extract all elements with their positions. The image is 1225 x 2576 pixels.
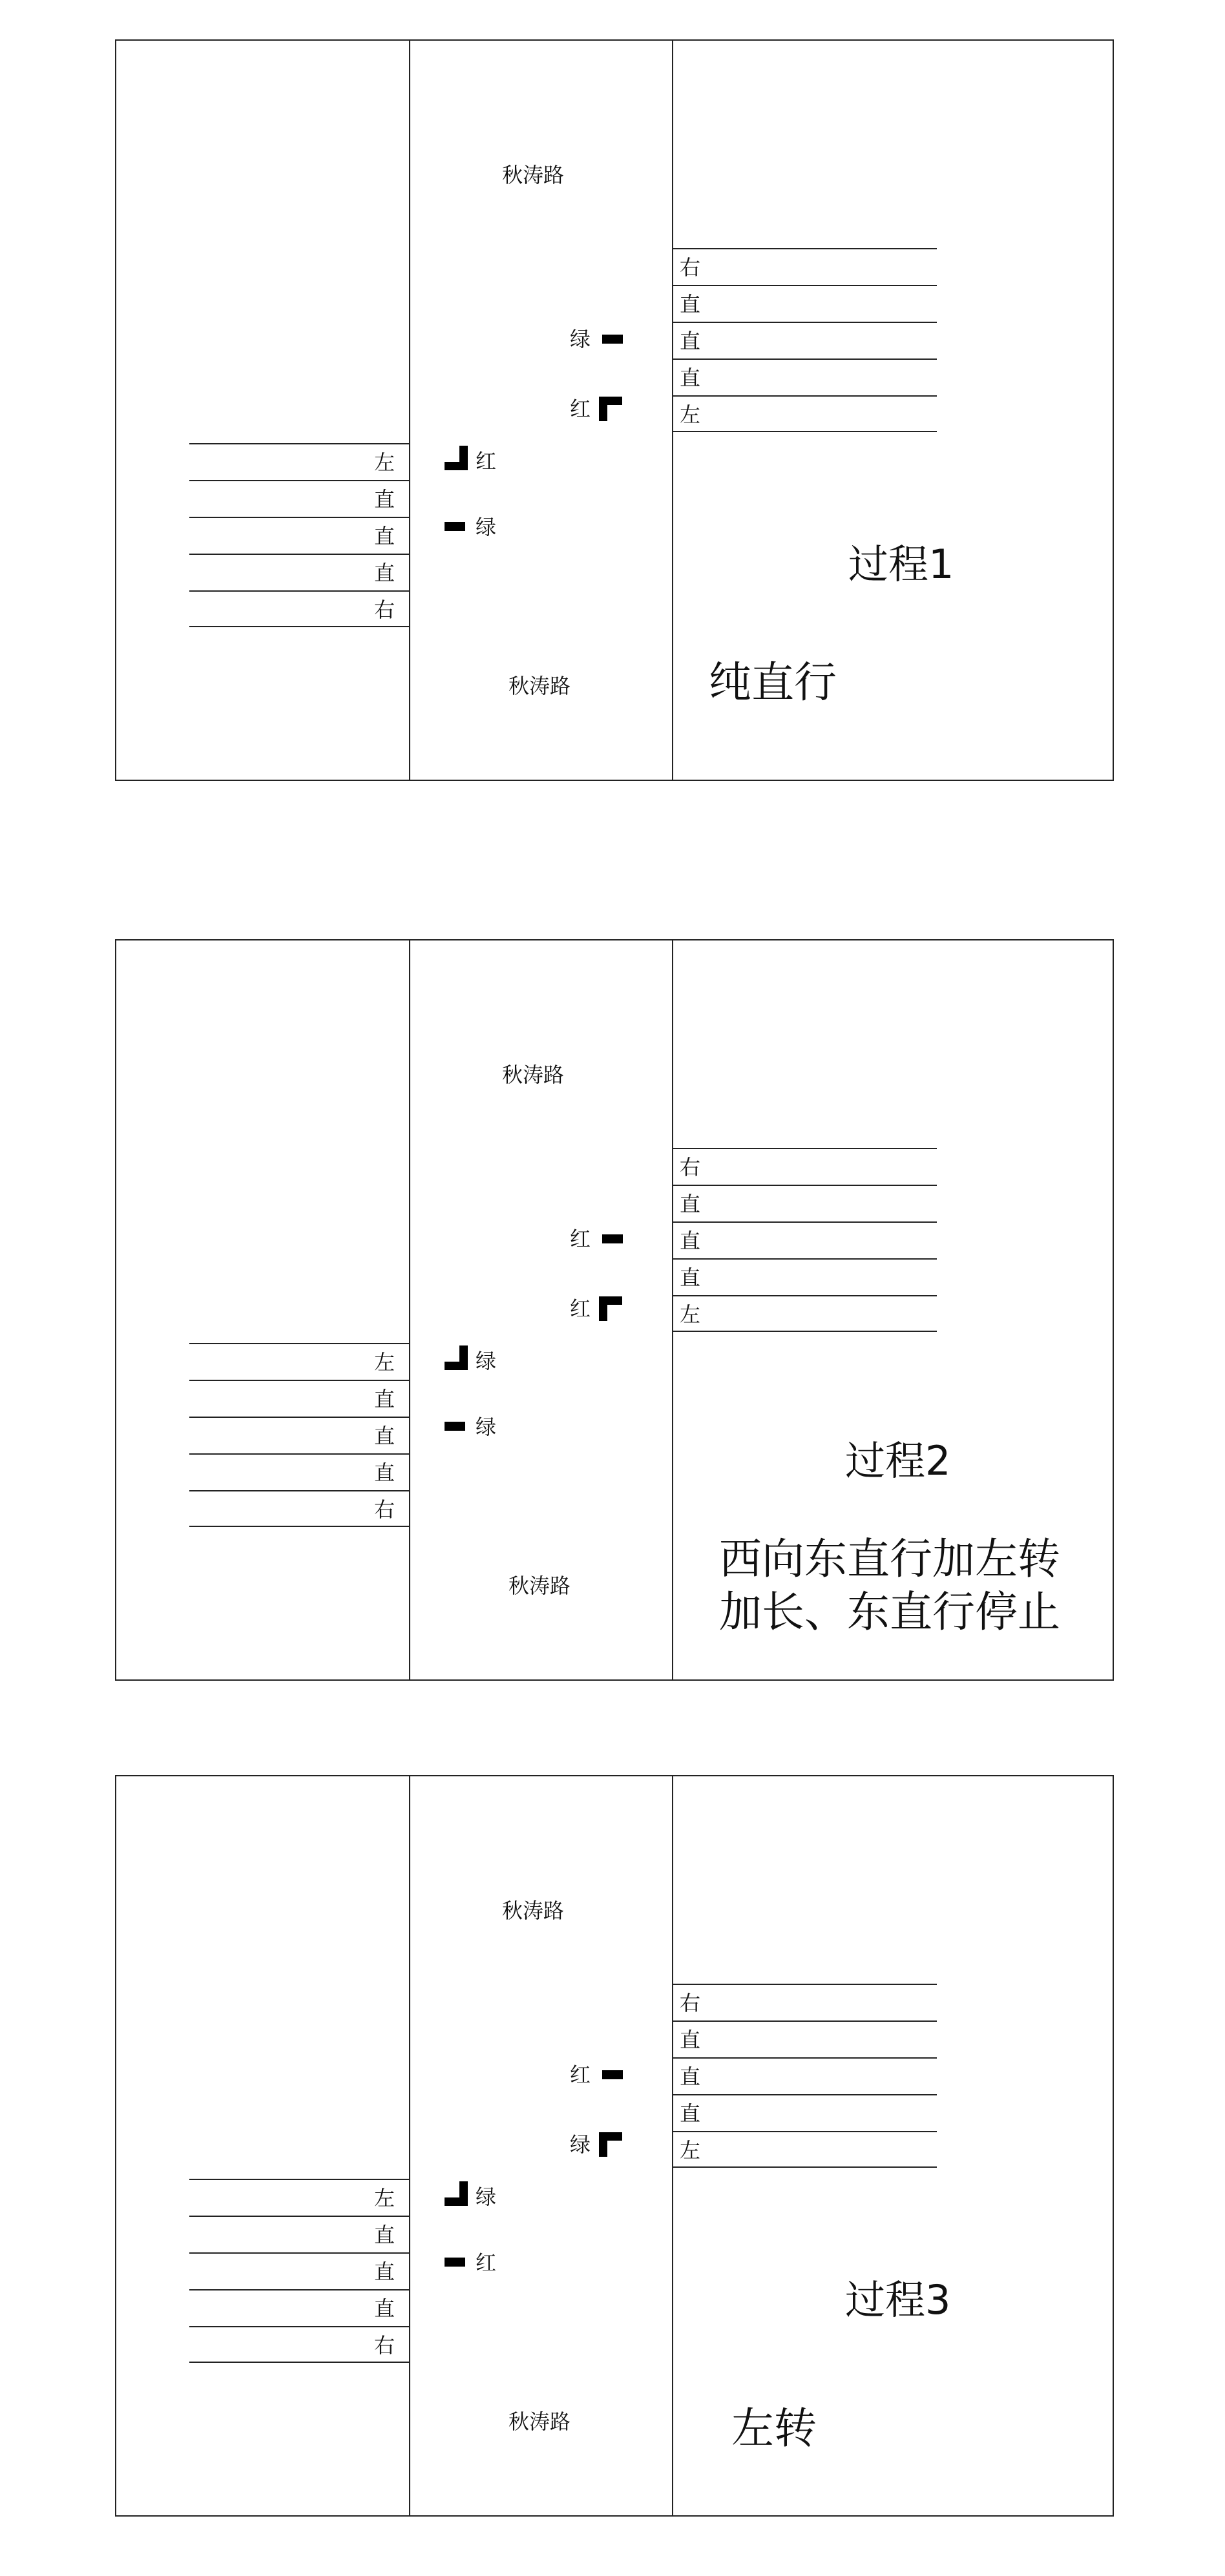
- lane-west-5: 右: [189, 590, 410, 627]
- signal-label-upper-straight: 绿: [570, 327, 591, 351]
- lane-west-4: 直: [189, 554, 410, 590]
- road-name-bottom: 秋涛路: [508, 1574, 571, 1598]
- signal-label-lower-straight: 绿: [476, 1415, 497, 1439]
- process-title: 过程3: [845, 2276, 951, 2323]
- signal-label-lower-left: 绿: [476, 1349, 497, 1373]
- lane-west-2: 直: [189, 480, 410, 517]
- lane-west-3: 直: [189, 2252, 410, 2289]
- road-name-bottom: 秋涛路: [508, 2409, 571, 2434]
- lane-east-5: 左: [672, 2131, 937, 2168]
- lane-east-2: 直: [672, 285, 937, 322]
- left-turn-signal-icon: [599, 1296, 622, 1321]
- lane-east-1: 右: [672, 1148, 937, 1185]
- process-title: 过程1: [848, 541, 954, 588]
- straight-signal-icon: [602, 335, 623, 344]
- lane-east-1: 右: [672, 248, 937, 285]
- signal-label-upper-left: 红: [570, 397, 591, 421]
- left-turn-signal-icon: [599, 397, 622, 421]
- process-description-line-1: 纯直行: [709, 658, 837, 707]
- lane-east-3: 直: [672, 322, 937, 358]
- lane-west-3: 直: [189, 517, 410, 554]
- lane-east-4: 直: [672, 2094, 937, 2131]
- straight-signal-icon: [445, 2258, 465, 2267]
- road-west-edge: [409, 1776, 410, 2515]
- signal-label-lower-left: 绿: [476, 2185, 497, 2209]
- lane-west-1: 左: [189, 2179, 410, 2216]
- signal-label-upper-left: 红: [570, 1296, 591, 1321]
- lane-east-3: 直: [672, 1221, 937, 1258]
- lane-west-2: 直: [189, 2216, 410, 2252]
- straight-signal-icon: [602, 1234, 623, 1243]
- road-name-top: 秋涛路: [502, 1063, 565, 1087]
- process-description-line-2: 加长、东直行停止: [719, 1587, 1060, 1637]
- signal-label-upper-straight: 红: [570, 1227, 591, 1251]
- road-west-edge: [409, 940, 410, 1679]
- signal-label-upper-left: 绿: [570, 2132, 591, 2157]
- straight-signal-icon: [445, 522, 465, 531]
- process-title: 过程2: [845, 1437, 951, 1484]
- left-turn-signal-icon: [599, 2132, 622, 2157]
- signal-label-lower-straight: 红: [476, 2250, 497, 2275]
- lane-west-3: 直: [189, 1417, 410, 1453]
- process-1-panel: [115, 39, 1114, 781]
- left-turn-signal-icon: [445, 446, 468, 470]
- signal-label-lower-left: 红: [476, 449, 497, 473]
- lane-east-3: 直: [672, 2057, 937, 2094]
- lane-west-5: 右: [189, 1490, 410, 1527]
- left-turn-signal-icon: [445, 1345, 468, 1370]
- lane-west-1: 左: [189, 1343, 410, 1380]
- road-name-top: 秋涛路: [502, 163, 565, 187]
- lane-east-2: 直: [672, 2020, 937, 2057]
- lane-west-1: 左: [189, 443, 410, 480]
- lane-east-4: 直: [672, 358, 937, 395]
- lane-east-5: 左: [672, 1295, 937, 1332]
- lane-east-4: 直: [672, 1258, 937, 1295]
- straight-signal-icon: [445, 1422, 465, 1431]
- lane-west-2: 直: [189, 1380, 410, 1417]
- process-description-line-1: 左转: [731, 2404, 817, 2453]
- process-3-panel: [115, 1775, 1114, 2517]
- left-turn-signal-icon: [445, 2181, 468, 2206]
- lane-west-5: 右: [189, 2326, 410, 2363]
- road-name-top: 秋涛路: [502, 1898, 565, 1923]
- road-name-bottom: 秋涛路: [508, 674, 571, 698]
- process-2-panel: [115, 939, 1114, 1681]
- signal-label-upper-straight: 红: [570, 2062, 591, 2087]
- lane-east-1: 右: [672, 1984, 937, 2020]
- road-west-edge: [409, 41, 410, 780]
- lane-west-4: 直: [189, 1453, 410, 1490]
- straight-signal-icon: [602, 2070, 623, 2079]
- lane-east-5: 左: [672, 395, 937, 432]
- lane-east-2: 直: [672, 1185, 937, 1221]
- process-description-line-1: 西向东直行加左转: [719, 1534, 1060, 1584]
- lane-west-4: 直: [189, 2289, 410, 2326]
- signal-label-lower-straight: 绿: [476, 515, 497, 539]
